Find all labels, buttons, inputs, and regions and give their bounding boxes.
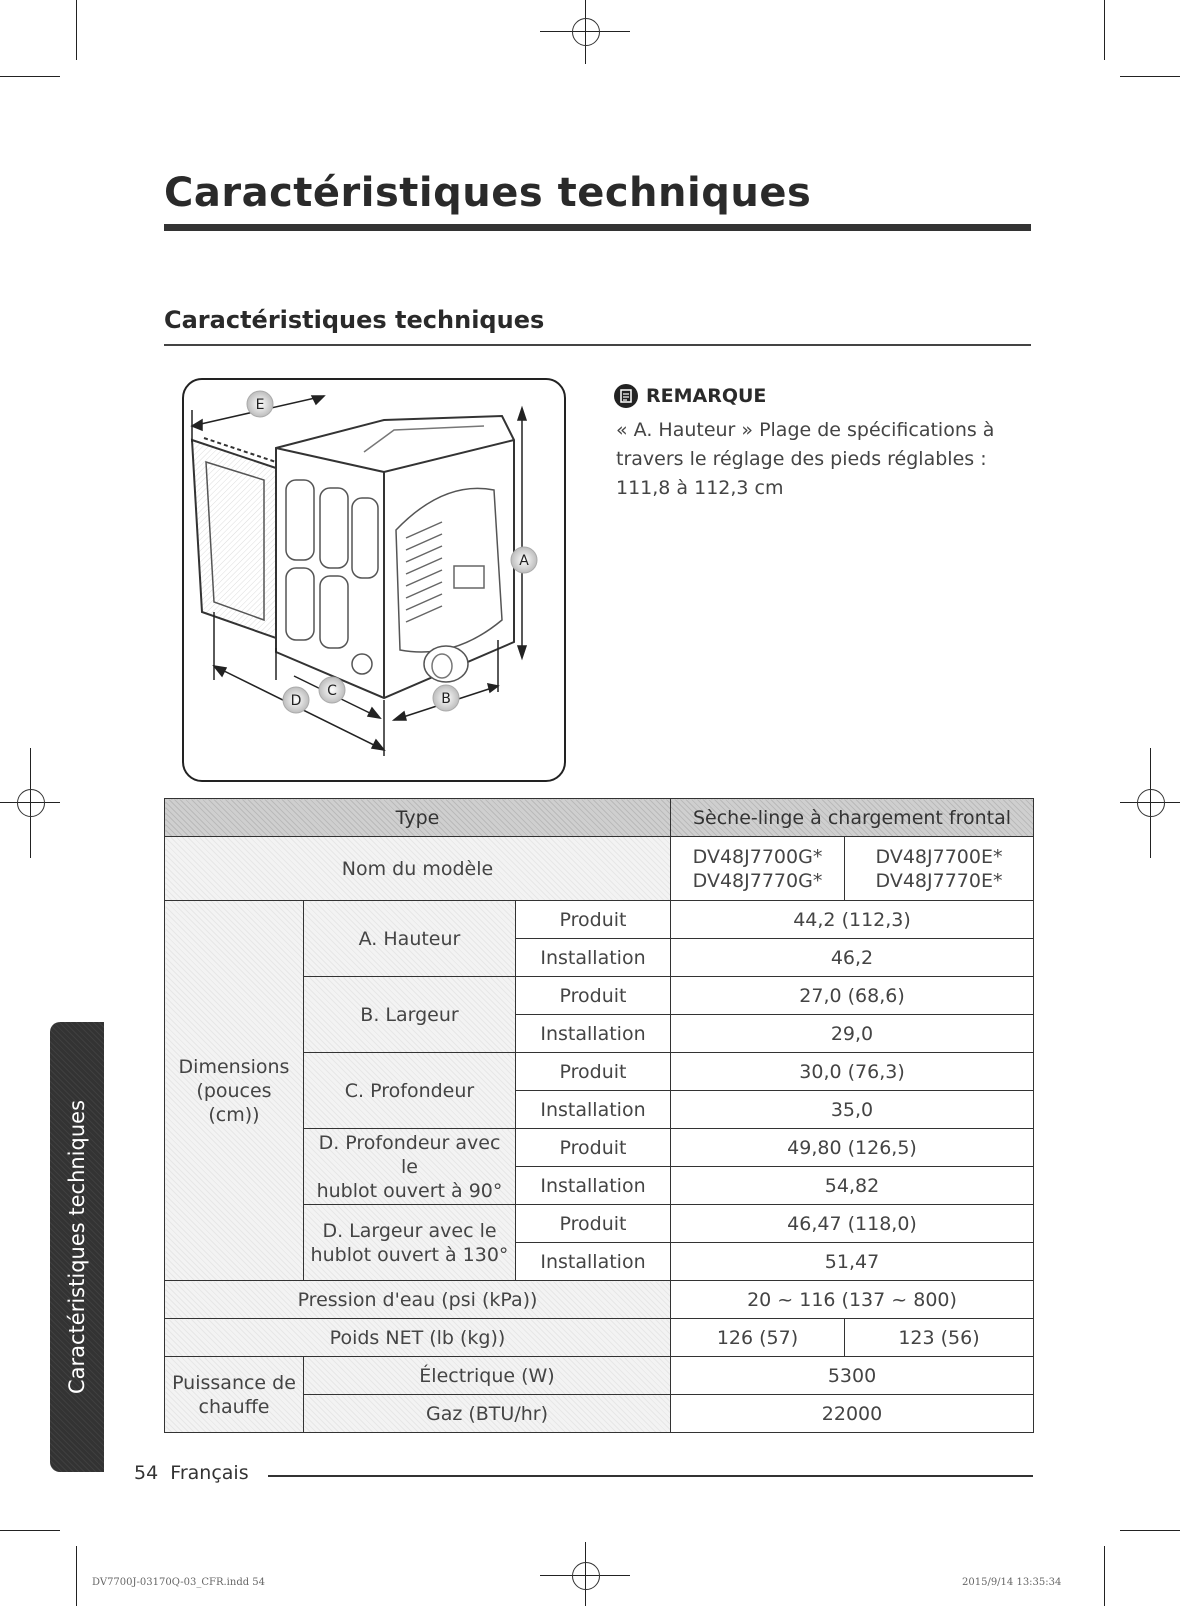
product-label: Produit — [516, 1205, 671, 1243]
label-c: C — [327, 683, 337, 699]
weight-value: 126 (57) — [671, 1319, 845, 1357]
dimension-value: 46,2 — [671, 939, 1034, 977]
dimension-value: 35,0 — [671, 1091, 1034, 1129]
dimensions-label-line: (pouces (cm)) — [196, 1079, 272, 1126]
title-rule — [164, 224, 1031, 231]
note-line: 111,8 à 112,3 cm — [616, 477, 784, 499]
side-tab — [50, 1022, 104, 1472]
label-a: A — [519, 553, 529, 569]
dimension-value: 49,80 (126,5) — [671, 1129, 1034, 1167]
product-label: Produit — [516, 901, 671, 939]
gas-value: 22000 — [671, 1395, 1034, 1433]
label-b: B — [441, 691, 451, 707]
page-language: Français — [170, 1462, 249, 1484]
install-label: Installation — [516, 1243, 671, 1281]
dimension-name-line: A. Hauteur — [358, 927, 461, 950]
weight-value: 123 (56) — [845, 1319, 1034, 1357]
dimension-name-line: D. Largeur avec le — [322, 1219, 497, 1242]
dimensions-label-line: Dimensions — [178, 1055, 290, 1078]
model-cell — [671, 837, 845, 901]
dimension-name — [304, 1053, 516, 1129]
gas-label: Gaz (BTU/hr) — [304, 1395, 671, 1433]
install-label: Installation — [516, 1091, 671, 1129]
product-label: Produit — [516, 977, 671, 1015]
type-label: Type — [165, 799, 671, 837]
specifications-table — [164, 798, 1034, 1433]
dimension-value: 27,0 (68,6) — [671, 977, 1034, 1015]
crop-mark — [76, 1546, 77, 1606]
registration-mark — [1137, 789, 1165, 817]
product-label: Produit — [516, 1053, 671, 1091]
crop-mark — [0, 1530, 60, 1531]
heating-label-line: chauffe — [198, 1395, 270, 1418]
crop-mark — [1104, 1546, 1105, 1606]
table-row — [165, 1281, 1034, 1319]
note-icon — [614, 384, 638, 408]
dimension-value: 30,0 (76,3) — [671, 1053, 1034, 1091]
note-line: « A. Hauteur » Plage de spécifications à — [616, 419, 995, 441]
heating-label-line: Puissance de — [172, 1371, 296, 1394]
dryer-illustration — [184, 380, 564, 780]
table-row — [165, 799, 1034, 837]
crop-mark — [1104, 0, 1105, 60]
table-row — [165, 1319, 1034, 1357]
pressure-value: 20 ~ 116 (137 ~ 800) — [671, 1281, 1034, 1319]
model-cell — [845, 837, 1034, 901]
crop-mark — [0, 76, 60, 77]
note-line: travers le réglage des pieds réglables : — [616, 448, 987, 470]
section-title: Caractéristiques techniques — [164, 306, 545, 334]
weight-label: Poids NET (lb (kg)) — [165, 1319, 671, 1357]
dimension-value: 44,2 (112,3) — [671, 901, 1034, 939]
table-row — [165, 837, 1034, 901]
dimension-value: 46,47 (118,0) — [671, 1205, 1034, 1243]
dimension-name-line: hublot ouvert à 90° — [316, 1179, 503, 1202]
install-label: Installation — [516, 939, 671, 977]
dimension-name-line: hublot ouvert à 130° — [310, 1243, 509, 1266]
page-number: 54 — [134, 1462, 159, 1484]
registration-mark — [572, 1562, 600, 1590]
type-value: Sèche-linge à chargement frontal — [671, 799, 1034, 837]
dryer-diagram — [182, 378, 566, 782]
registration-mark — [17, 789, 45, 817]
model-name: DV48J7770E* — [875, 869, 1003, 892]
crop-mark — [76, 0, 77, 60]
dimension-name — [304, 901, 516, 977]
electric-label: Électrique (W) — [304, 1357, 671, 1395]
dimension-name-line: B. Largeur — [360, 1003, 459, 1026]
model-label: Nom du modèle — [165, 837, 671, 901]
product-label: Produit — [516, 1129, 671, 1167]
dimension-value: 29,0 — [671, 1015, 1034, 1053]
dimensions-label — [165, 901, 304, 1281]
dimension-name — [304, 1129, 516, 1205]
install-label: Installation — [516, 1015, 671, 1053]
electric-value: 5300 — [671, 1357, 1034, 1395]
model-name: DV48J7770G* — [692, 869, 823, 892]
model-name: DV48J7700E* — [875, 845, 1003, 868]
section-rule — [164, 344, 1031, 346]
pressure-label: Pression d'eau (psi (kPa)) — [165, 1281, 671, 1319]
heating-label — [165, 1357, 304, 1433]
label-e: E — [255, 397, 265, 413]
table-row — [165, 901, 1034, 939]
crop-mark — [1120, 1530, 1180, 1531]
print-slug-right: 2015/9/14 13:35:34 — [962, 1577, 1062, 1588]
dimension-value: 54,82 — [671, 1167, 1034, 1205]
install-label: Installation — [516, 1167, 671, 1205]
label-d: D — [290, 693, 302, 709]
dimension-value: 51,47 — [671, 1243, 1034, 1281]
page-title: Caractéristiques techniques — [164, 170, 812, 216]
table-row — [165, 1357, 1034, 1395]
note-body — [616, 416, 1016, 503]
footer-rule — [268, 1475, 1033, 1477]
page-footer — [134, 1462, 249, 1484]
side-tab-label: Caractéristiques techniques — [65, 1099, 89, 1395]
registration-mark — [572, 18, 600, 46]
dimension-name — [304, 1205, 516, 1281]
dimension-name-line: D. Profondeur avec le — [318, 1131, 501, 1178]
note-heading-text: REMARQUE — [646, 385, 767, 407]
model-name: DV48J7700G* — [692, 845, 823, 868]
dimension-name-line: C. Profondeur — [344, 1079, 475, 1102]
crop-mark — [1120, 76, 1180, 77]
note-heading — [614, 384, 766, 408]
print-slug-left: DV7700J-03170Q-03_CFR.indd 54 — [92, 1577, 266, 1588]
dimension-name — [304, 977, 516, 1053]
